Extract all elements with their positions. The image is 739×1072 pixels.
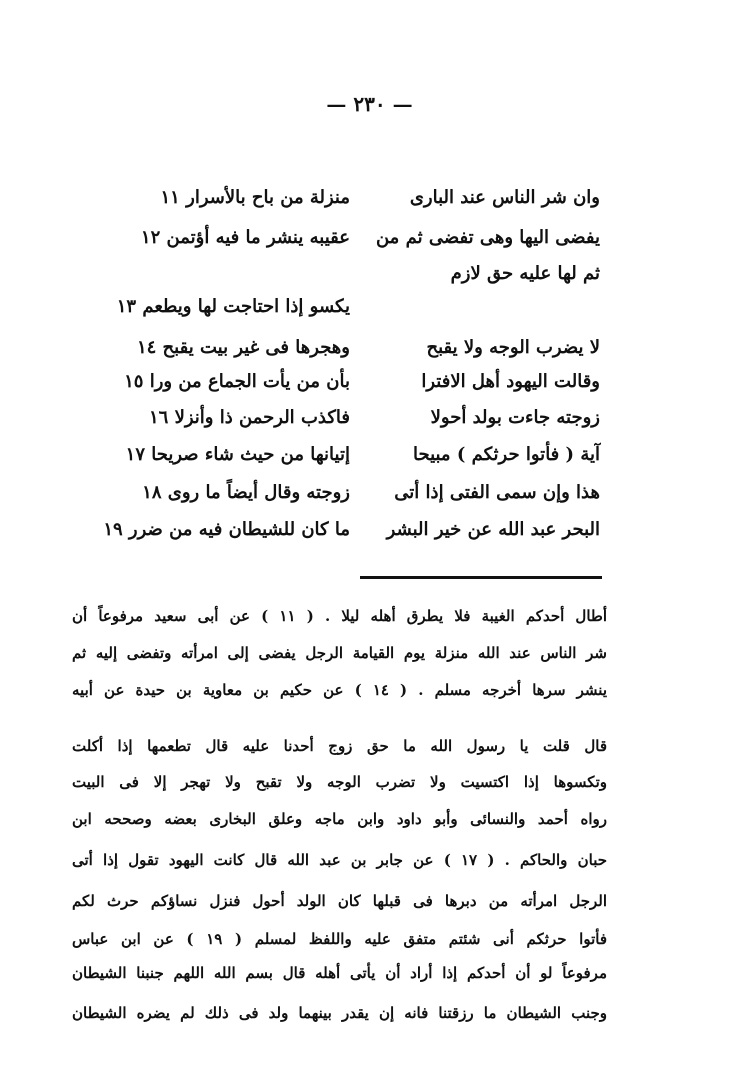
verse-second-hemistich: وهجرها فى غير بيت يقبح ١٤ xyxy=(136,337,350,358)
verse-second-hemistich: ما كان للشيطان فيه من ضرر ١٩ xyxy=(103,519,350,540)
verse-second-hemistich: بأن من يأت الجماع من ورا ١٥ xyxy=(124,371,350,392)
verse-line xyxy=(80,292,600,322)
verse-first-hemistich: لا يضرب الوجه ولا يقبح xyxy=(426,337,600,358)
footnote-line: مرفوعاً لو أن أحدكم إذا أراد أن يأتى أهله قال بسم الله اللهم جنبنا الشيطان xyxy=(72,964,607,982)
verse-line xyxy=(80,223,600,253)
verse-second-hemistich: زوجته وقال أيضاً ما روى ١٨ xyxy=(142,482,350,503)
verse-line xyxy=(80,403,600,433)
verse-line xyxy=(80,259,600,289)
verse-line xyxy=(80,478,600,508)
verse-first-hemistich: ثم لها عليه حق لازم xyxy=(450,263,600,284)
verse-first-hemistich: يفضى اليها وهى تفضى ثم من xyxy=(375,227,600,248)
verse-first-hemistich: آية ( فأتوا حرثكم ) مبيحا xyxy=(412,444,600,465)
footnote-line: شر الناس عند الله منزلة يوم القيامة الرجل يفضى إلى امرأته وتفضى إليه ثم xyxy=(72,644,607,662)
verse-second-hemistich: يكسو إذا احتاجت لها ويطعم ١٣ xyxy=(116,296,350,317)
verse-second-hemistich: إتيانها من حيث شاء صريحا ١٧ xyxy=(125,444,350,465)
footnote-line: حبان والحاكم . ( ١٧ ) عن جابر بن عبد الله قال كانت اليهود تقول إذا أتى xyxy=(72,851,607,869)
page-number: — ٢٣٠ — xyxy=(326,92,413,116)
footnote-line: فأتوا حرثكم أنى شئتم متفق عليه واللفظ لمسلم ( ١٩ ) عن ابن عباس xyxy=(72,930,607,948)
verse-first-hemistich: البحر عبد الله عن خير البشر xyxy=(386,519,600,540)
verse-line xyxy=(80,440,600,470)
verse-line xyxy=(80,367,600,397)
footnote-line: وتكسوها إذا اكتسيت ولا تضرب الوجه ولا تقبح ولا تهجر إلا فى البيت xyxy=(72,773,607,791)
footnote-line: رواه أحمد والنسائى وأبو داود وابن ماجه وعلق البخارى بعضه وصححه ابن xyxy=(72,810,607,828)
verse-first-hemistich: هذا وإن سمى الفتى إذا أتى xyxy=(394,482,600,503)
footnote-line: قال قلت يا رسول الله ما حق زوج أحدنا عليه قال تطعمها إذا أكلت xyxy=(72,737,607,755)
verse-second-hemistich: فاكذب الرحمن ذا وأنزلا ١٦ xyxy=(148,407,350,428)
verse-line xyxy=(80,333,600,363)
footnote-line: الرجل امرأته من دبرها فى قبلها كان الولد أحول فنزل نساؤكم حرث لكم xyxy=(72,892,607,910)
verse-second-hemistich: عقيبه ينشر ما فيه أؤتمن ١٢ xyxy=(140,227,350,248)
verse-line xyxy=(80,515,600,545)
footnote-line: ينشر سرها أخرجه مسلم . ( ١٤ ) عن حكيم بن معاوية بن حيدة عن أبيه xyxy=(72,681,607,699)
footnote-divider xyxy=(360,576,602,579)
verse-first-hemistich: زوجته جاءت بولد أحولا xyxy=(430,407,600,428)
verse-second-hemistich: منزلة من باح بالأسرار ١١ xyxy=(160,187,350,208)
verse-first-hemistich: وان شر الناس عند البارى xyxy=(409,187,600,208)
footnote-line: أطال أحدكم الغيبة فلا يطرق أهله ليلا . ( ١١ ) عن أبى سعيد مرفوعاً أن xyxy=(72,607,607,625)
footnote-line: وجنب الشيطان ما رزقتنا فانه إن يقدر بينهما ولد فى ذلك لم يضره الشيطان xyxy=(72,1004,607,1022)
verse-line xyxy=(80,183,600,213)
verse-first-hemistich: وقالت اليهود أهل الافترا xyxy=(421,371,600,392)
